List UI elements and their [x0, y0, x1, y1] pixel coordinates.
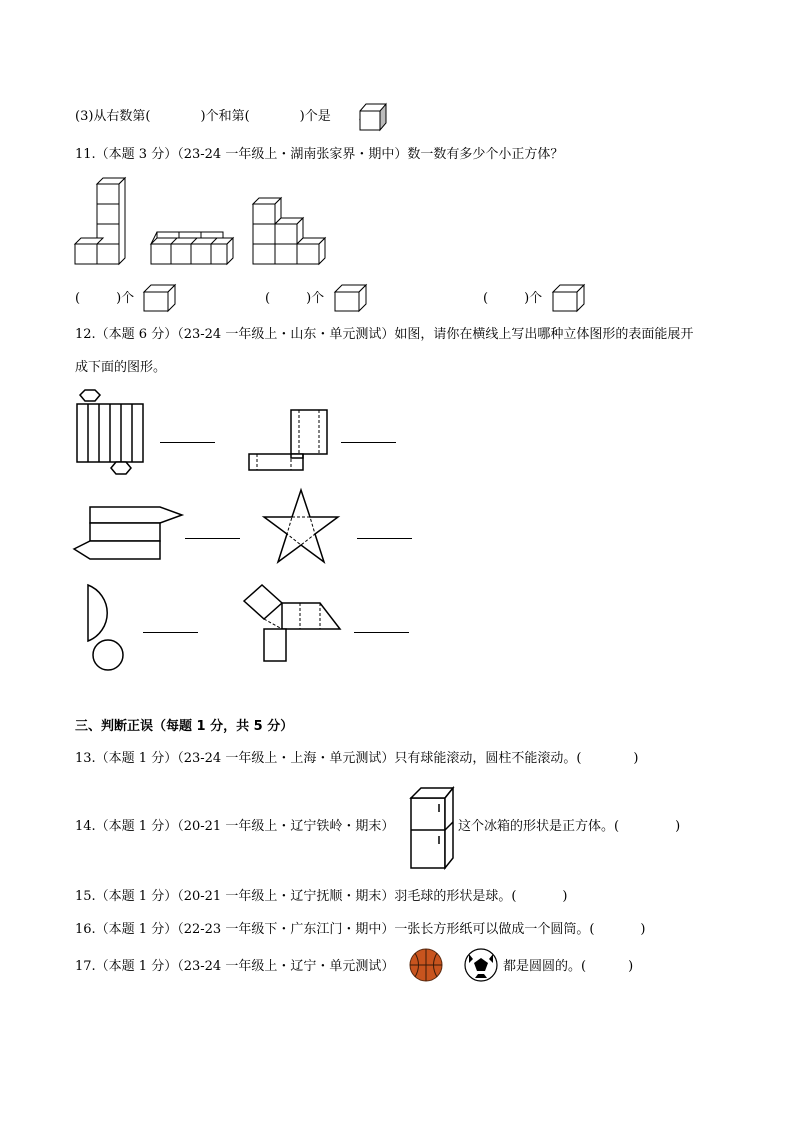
q10-3-text-2: )个和第(: [200, 109, 250, 124]
cube-staircase: [253, 196, 327, 268]
paren-close: )个: [116, 291, 135, 306]
cone-net: [78, 583, 126, 671]
answer-line-1[interactable]: [160, 442, 215, 443]
answer-line-3[interactable]: [185, 538, 240, 539]
cube-row-of-four: [151, 232, 233, 268]
refrigerator-icon: [409, 786, 457, 870]
paren-close: ): [633, 751, 639, 766]
paren-close: )个: [524, 291, 543, 306]
cube-stack-tower: [75, 178, 131, 270]
triangular-prism-net-2: [242, 583, 344, 663]
question-17-suffix: [503, 958, 633, 976]
rectangular-prism-net: [247, 408, 329, 474]
question-12-prompt-line2: 成下面的图形。: [75, 360, 167, 375]
paren-close: ): [628, 959, 634, 974]
q11-answer-3: [483, 290, 542, 308]
box-corner-icon: [358, 101, 388, 131]
question-14-prefix: 14.（本题 1 分）（20-21 一年级上・辽宁铁岭・期末）: [75, 819, 395, 834]
question-12-prompt-line1: 12.（本题 6 分）（23-24 一年级上・山东・单元测试）如图，请你在横线上写出哪种立体图形的表面能展开: [75, 327, 694, 342]
paren-open: (: [75, 291, 81, 306]
q11-answer-2: [265, 290, 324, 308]
cube-icon: [143, 284, 177, 312]
cube-icon: [334, 284, 368, 312]
pentagonal-pyramid-net: [262, 488, 340, 564]
question-13: [75, 750, 638, 768]
answer-line-6[interactable]: [354, 632, 409, 633]
paren-close: ): [640, 922, 646, 937]
q15-text: 15.（本题 1 分）（20-21 一年级上・辽宁抚顺・期末）羽毛球的形状是球。(: [75, 889, 517, 904]
cube-icon: [552, 284, 586, 312]
paren-close: ): [675, 819, 681, 834]
paren-open: (: [483, 291, 489, 306]
question-14-suffix: [458, 818, 680, 836]
q11-answer-1: [75, 290, 134, 308]
section-3-title: 三、判断正误（每题 1 分，共 5 分）: [75, 719, 294, 734]
soccer-ball-icon: [463, 947, 499, 983]
q17-text: 都是圆圆的。(: [503, 959, 587, 974]
q16-text: 16.（本题 1 分）（22-23 一年级下・广东江门・期中）一张长方形纸可以做成一个圆筒。(: [75, 922, 595, 937]
paren-open: (: [265, 291, 271, 306]
question-17-prefix: 17.（本题 1 分）（23-24 一年级上・辽宁・单元测试）: [75, 959, 395, 974]
basketball-icon: [408, 947, 444, 983]
question-11-prompt: 11.（本题 3 分）（23-24 一年级上・湖南张家界・期中）数一数有多少个小正方体？: [75, 147, 564, 162]
question-10-3: [75, 108, 372, 126]
answer-line-5[interactable]: [143, 632, 198, 633]
question-15: [75, 888, 567, 906]
q10-3-text-1: (3)从右数第(: [75, 109, 151, 124]
triangular-prism-net: [72, 505, 184, 563]
q13-text: 13.（本题 1 分）（23-24 一年级上・上海・单元测试）只有球能滚动，圆柱不能滚动。(: [75, 751, 582, 766]
q14-text: 这个冰箱的形状是正方体。(: [458, 819, 620, 834]
paren-close: ): [562, 889, 568, 904]
hexagonal-prism-net: [75, 390, 147, 480]
q10-3-text-3: )个是: [299, 109, 331, 124]
answer-line-4[interactable]: [357, 538, 412, 539]
answer-line-2[interactable]: [341, 442, 396, 443]
question-16: [75, 921, 645, 939]
paren-close: )个: [306, 291, 325, 306]
